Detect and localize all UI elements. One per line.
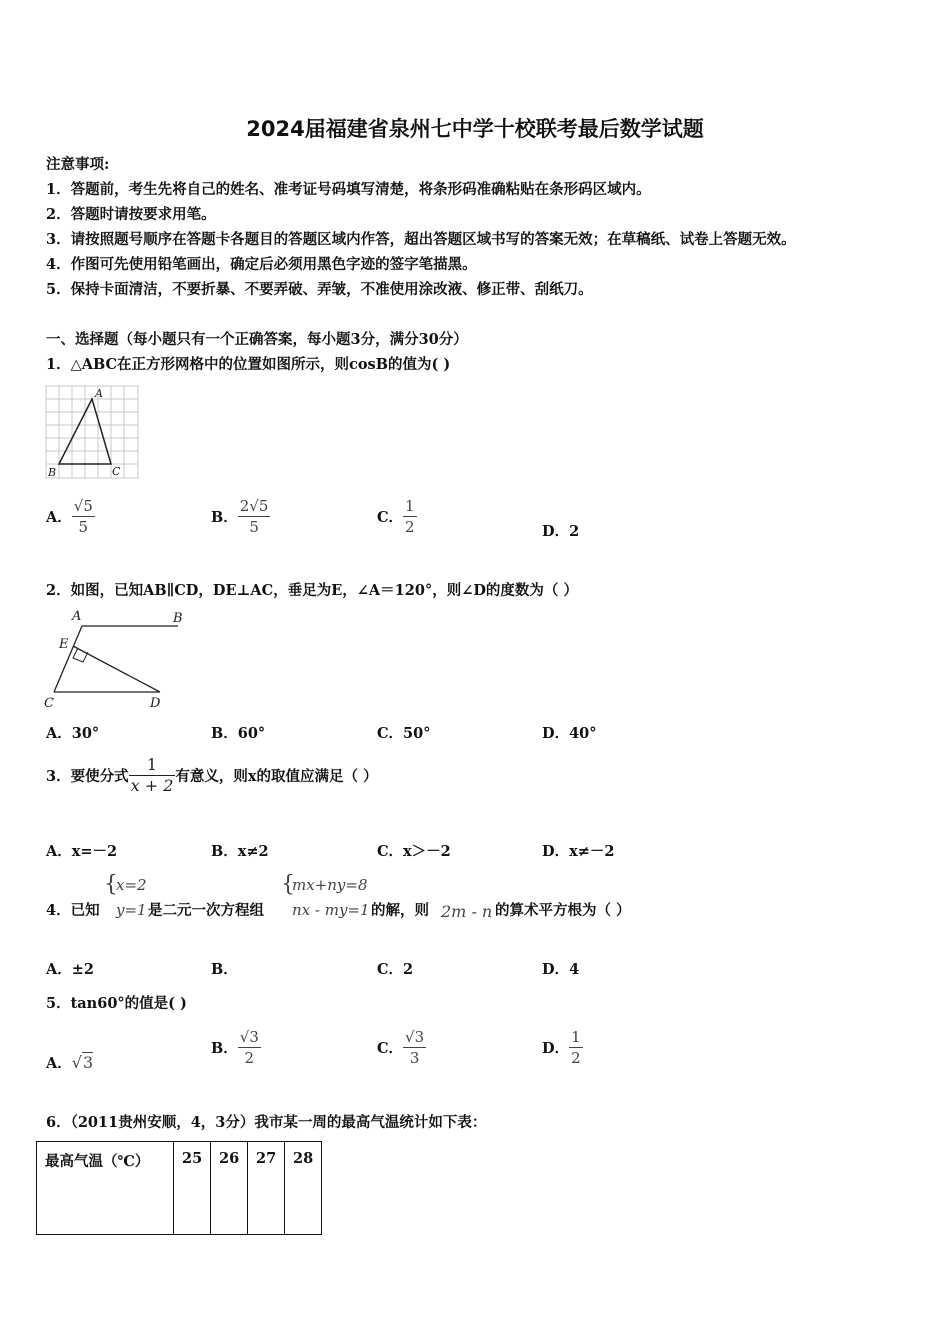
section-heading: 一、选择题（每小题只有一个正确答案，每小题3分，满分30分）: [46, 331, 468, 348]
notice-item: 4．作图可先使用铅笔画出，确定后必须用黑色字迹的签字笔描黑。: [46, 256, 477, 273]
q5-option-c[interactable]: [377, 1027, 426, 1068]
q3-option-d[interactable]: D．x≠－2: [542, 843, 615, 860]
label-c: C: [44, 696, 54, 711]
expression: 2m - n: [441, 902, 493, 921]
q5-option-a[interactable]: [46, 1052, 93, 1073]
q3-option-b[interactable]: B．x≠2: [211, 843, 269, 860]
equation: y=1: [116, 901, 147, 919]
numerator: √3: [239, 1028, 259, 1046]
brace-icon: {: [104, 872, 118, 897]
question-2-stem: 2．如图，已知AB∥CD，DE⊥AC，垂足为E，∠A＝120°，则∠D的度数为（ ）: [46, 582, 578, 599]
numerator: 1: [571, 1028, 581, 1046]
stem-text: 有意义，则x的取值应满足（ ）: [175, 768, 378, 785]
question-6-stem: 6．（2011贵州安顺，4，3分）我市某一周的最高气温统计如下表：: [46, 1114, 487, 1131]
numerator: 1: [405, 497, 415, 515]
label-a: A: [72, 609, 82, 624]
question-4-mid: 是二元一次方程组: [148, 902, 264, 919]
table-row: [37, 1142, 322, 1235]
denominator: 2: [244, 1049, 255, 1067]
label-b: B: [173, 611, 183, 626]
system-2: [292, 873, 370, 923]
question-4-pre: 4．已知: [46, 902, 100, 919]
label-c: C: [112, 465, 121, 478]
q1-option-c[interactable]: [377, 496, 417, 537]
equation: mx+ny=8: [292, 876, 368, 894]
option-label: C．: [377, 509, 404, 526]
label-d: D: [150, 696, 161, 711]
label-b: B: [48, 466, 57, 479]
q1-option-a[interactable]: [46, 496, 95, 537]
q5-option-d[interactable]: [542, 1027, 583, 1068]
option-label: C．: [377, 1040, 404, 1057]
fraction: [569, 1027, 583, 1068]
fraction: [403, 1027, 426, 1068]
numerator: √3: [405, 1028, 425, 1046]
question-4-post1: 的解，则: [371, 902, 429, 919]
denominator: 2: [571, 1049, 581, 1067]
table-cell: 28: [285, 1142, 322, 1235]
q4-option-b[interactable]: B．: [211, 961, 238, 978]
fraction: [72, 496, 95, 537]
q1-option-d[interactable]: D．2: [542, 523, 580, 540]
notice-item: 3．请按照题号顺序在答题卡各题目的答题区域内作答，超出答题区域书写的答案无效；在草稿纸、试卷上答题无效。: [46, 231, 796, 248]
denominator: 2: [405, 518, 415, 536]
question-3-stem: [46, 755, 378, 796]
question-4-post2: 的算术平方根为（ ）: [495, 902, 631, 919]
q4-option-d[interactable]: D．4: [542, 961, 580, 978]
option-label: B．: [211, 1040, 238, 1057]
table-cell: 27: [248, 1142, 285, 1235]
system-1: [116, 873, 147, 923]
question-5-stem: 5．tan60°的值是( ): [46, 995, 187, 1012]
table-cell: 25: [174, 1142, 211, 1235]
q1-grid-figure: [45, 385, 141, 481]
denominator: 5: [78, 518, 89, 536]
option-label: B．: [211, 509, 238, 526]
fraction: [129, 755, 176, 796]
option-label: A．: [46, 1055, 72, 1072]
question-1-stem: 1．△ABC在正方形网格中的位置如图所示，则cosB的值为( ): [46, 356, 451, 373]
option-label: D．: [542, 1040, 570, 1057]
q4-option-c[interactable]: C．2: [377, 961, 414, 978]
page-title: 2024届福建省泉州七中学十校联考最后数学试题: [246, 117, 704, 141]
notice-item: 2．答题时请按要求用笔。: [46, 206, 216, 223]
q2-option-a[interactable]: A．30°: [46, 725, 100, 742]
sqrt: √3: [71, 1053, 94, 1072]
equation: nx - my=1: [292, 901, 370, 919]
label-e: E: [59, 637, 69, 652]
denominator: 5: [249, 518, 259, 536]
temperature-table: [36, 1141, 322, 1235]
numerator: √5: [73, 497, 93, 515]
fraction: [238, 1027, 261, 1068]
q2-option-d[interactable]: D．40°: [542, 725, 597, 742]
q2-option-b[interactable]: B．60°: [211, 725, 266, 742]
denominator: x + 2: [130, 776, 174, 795]
numerator: 2√5: [239, 497, 269, 515]
denominator: 3: [409, 1049, 420, 1067]
q2-option-c[interactable]: C．50°: [377, 725, 431, 742]
radicand: 3: [82, 1053, 94, 1072]
fraction: [403, 496, 417, 537]
stem-text: 3．要使分式: [46, 768, 129, 785]
q3-option-c[interactable]: C．x＞－2: [377, 843, 451, 860]
table-cell: 26: [211, 1142, 248, 1235]
notice-heading: 注意事项:: [46, 156, 110, 173]
notice-item: 5．保持卡面清洁，不要折暴、不要弄破、弄皱，不准使用涂改液、修正带、刮纸刀。: [46, 281, 593, 298]
equation: x=2: [116, 876, 147, 894]
q3-option-a[interactable]: A．x=－2: [46, 843, 118, 860]
option-label: A．: [46, 509, 72, 526]
table-header-cell: 最高气温（℃）: [37, 1142, 174, 1235]
notice-item: 1．答题前，考生先将自己的姓名、准考证号码填写清楚，将条形码准确粘贴在条形码区域内。: [46, 181, 651, 198]
q2-figure: [40, 606, 190, 712]
q5-option-b[interactable]: [211, 1027, 261, 1068]
q1-option-b[interactable]: [211, 496, 270, 537]
fraction: [238, 496, 271, 537]
label-a: A: [95, 387, 103, 400]
q4-option-a[interactable]: A．±2: [46, 961, 94, 978]
brace-icon: {: [281, 872, 295, 897]
numerator: 1: [129, 755, 176, 776]
